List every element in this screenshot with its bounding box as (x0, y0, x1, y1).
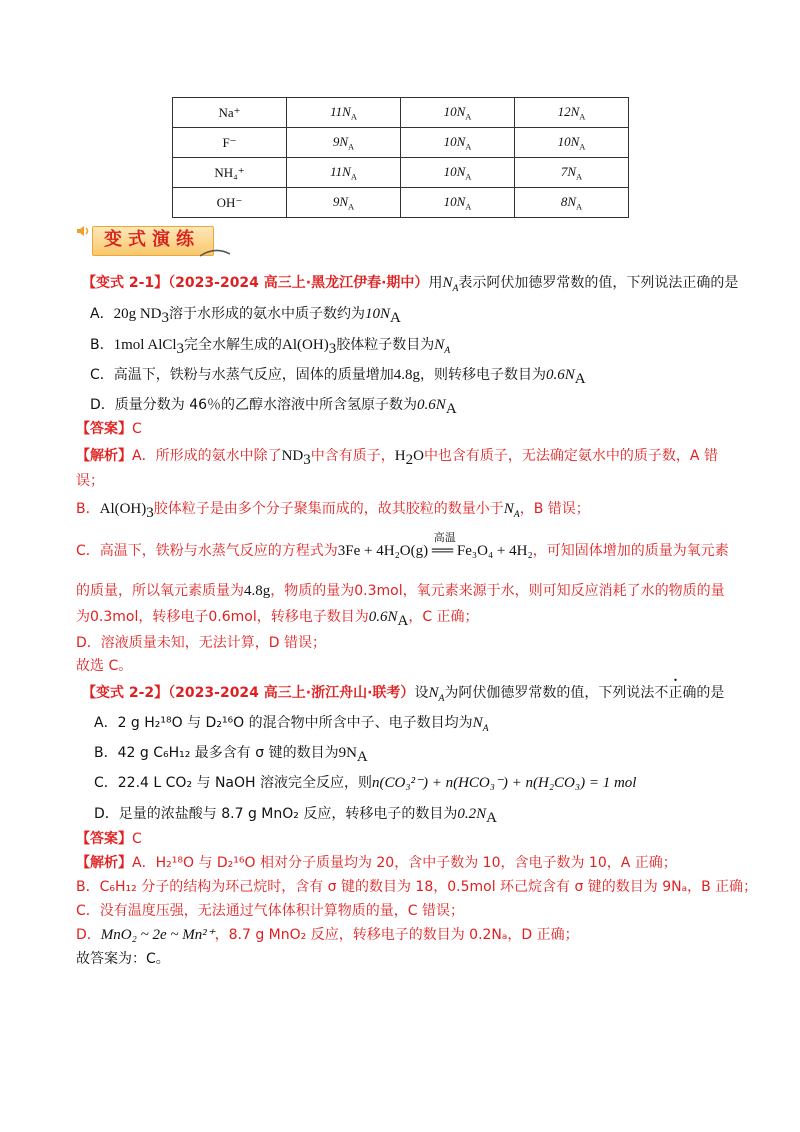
speaker-icon (76, 224, 92, 238)
table-cell-count: $10N_A$ (401, 128, 515, 158)
q2-conclusion: 故答案为：C。 (76, 951, 170, 967)
emphasized-not: 不正确 (654, 685, 697, 701)
q1-analysis-d: D．溶液质量未知，无法计算，D 错误； (76, 635, 327, 651)
q2-analysis-d: D．MnO₂ ~ 2e ~ Mn²⁺，8.7 g MnO₂ 反应，转移电子的数目为 0.2Nₐ，D 正确； (76, 927, 579, 943)
q1-label: 【变式 2-1】 (82, 275, 169, 291)
reaction-equation: 高温 3Fe + 4H₂O(g) ══ Fe₃O₄ + 4H₂ (337, 532, 533, 559)
q1-option-a: A．20g $ND_3$溶于水形成的氨水中质子数约为$10N_A$ (90, 306, 401, 326)
table-cell-count: $8N_A$ (515, 188, 629, 218)
table-cell-species: Na⁺ (173, 98, 287, 128)
table-row (173, 128, 629, 158)
q1-option-d: D．质量分数为 46％的乙醇水溶液中所含氢原子数为$0.6N_A$ (90, 397, 457, 417)
table-cell-count: $7N_A$ (515, 158, 629, 188)
table-cell-species: OH⁻ (173, 188, 287, 218)
table-cell-species: NH₄⁺ (173, 158, 287, 188)
q1-stem-pre: 用 (428, 275, 443, 291)
table-row (173, 98, 629, 128)
q1-analysis-c-2: 的质量，所以氧元素质量为4.8g，物质的量为0.3mol，氧元素来源于水，则可知反应消耗了水的物质的量 (76, 583, 725, 599)
q2-stem: 【变式 2-2】（2023-2024 高三上·浙江舟山·联考）设$N_A$为阿伏伽德罗常数的值，下列说法不正确的是 (82, 685, 725, 704)
table-cell-count: $9N_A$ (287, 128, 401, 158)
table-cell-count: $9N_A$ (287, 188, 401, 218)
table-cell-count: $10N_A$ (401, 158, 515, 188)
table-row (173, 188, 629, 218)
q1-analysis-b: B．$Al(OH)_3$胶体粒子是由多个分子聚集而成的，故其胶粒的数量小于$N_A$，B 错误； (76, 501, 590, 521)
q1-analysis-c-3: 为0.3mol，转移电子0.6mol，转移电子数目为$0.6N_A$，C 正确； (76, 609, 479, 629)
q1-option-c: C．高温下，铁粉与水蒸气反应，固体的质量增加4.8g，则转移电子数目为$0.6N_A$ (90, 367, 586, 387)
q2-option-d: D．足量的浓盐酸与 8.7 g MnO₂ 反应，转移电子的数目为$0.2N_A$ (94, 806, 497, 826)
q2-option-b: B．42 g C₆H₁₂ 最多含有 σ 键的数目为$9N_A$ (94, 745, 368, 765)
q1-analysis-c: C．高温下，铁粉与水蒸气反应的方程式为 高温 3Fe + 4H₂O(g) ══ Fe₃O₄ + 4H₂，可知固体增加的质量为氧元素 (76, 532, 729, 559)
q1-source: （2023-2024 高三上·黑龙江伊春·期中） (168, 275, 429, 291)
q2-option-c: C．22.4 L CO₂ 与 NaOH 溶液完全反应，则n(CO₃²⁻) + n(HCO₃⁻) + n(H₂CO₃) = 1 mol (94, 775, 637, 791)
q2-option-a: A．2 g H₂¹⁸O 与 D₂¹⁶O 的混合物中所含中子、电子数目均为$N_A$ (94, 715, 489, 734)
q1-analysis-a-cont: 误； (76, 473, 104, 489)
table-cell-count: $11N_A$ (287, 98, 401, 128)
section-banner (76, 222, 216, 258)
table-cell-count: $12N_A$ (515, 98, 629, 128)
q1-stem-post: 表示阿伏加德罗常数的值，下列说法正确的是 (458, 275, 739, 291)
na-symbol: $N_A$ (442, 275, 459, 294)
q2-analysis-b: B．C₆H₁₂ 分子的结构为环己烷时，含有 σ 键的数目为 18，0.5mol 环己烷含有 σ 键的数目为 9Nₐ，B 正确； (76, 879, 758, 895)
q2-answer: 【答案】C (76, 831, 142, 847)
particle-count-table (172, 97, 629, 218)
table-cell-count: $10N_A$ (401, 98, 515, 128)
q1-option-b: B．1mol AlCl$_3$完全水解生成的$Al(OH)_3$胶体粒子数目为$N_A$ (90, 337, 451, 357)
q1-analysis-a: 【解析】A．所形成的氨水中除了$ND_3$中含有质子，$H_2O$中也含有质子，无法确定氨水中的质子数，A 错 (76, 448, 718, 468)
q2-analysis-c: C．没有温度压强，无法通过气体体积计算物质的量，C 错误； (76, 903, 464, 919)
table-cell-count: $11N_A$ (287, 158, 401, 188)
q2-analysis-a: 【解析】A．H₂¹⁸O 与 D₂¹⁶O 相对分子质量均为 20，含中子数为 10，含电子数为 10，A 正确； (76, 855, 677, 871)
table-cell-count: $10N_A$ (515, 128, 629, 158)
section-title: 变式演练 (104, 229, 200, 250)
swoosh-decoration (200, 248, 230, 258)
q1-answer: 【答案】C (76, 421, 142, 437)
table-cell-species: F⁻ (173, 128, 287, 158)
q1-stem (82, 272, 738, 294)
q1-conclusion: 故选 C。 (76, 658, 133, 674)
table-row (173, 158, 629, 188)
table-cell-count: $10N_A$ (401, 188, 515, 218)
